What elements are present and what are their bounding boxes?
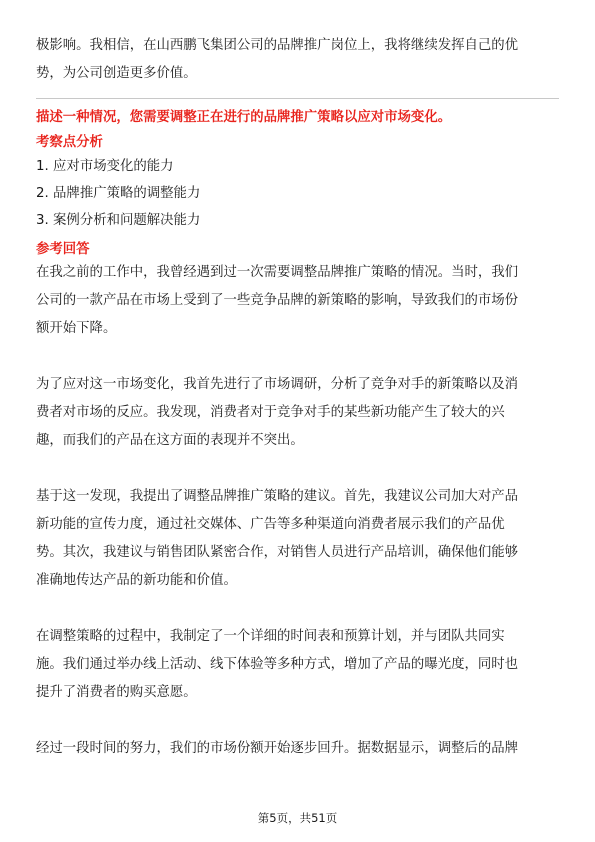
text-line: 费者对市场的反应。我发现，消费者对于竞争对手的某些新功能产生了较大的兴: [36, 405, 505, 420]
text-line: 在调整策略的过程中，我制定了一个详细的时间表和预算计划，并与团队共同实: [36, 629, 505, 644]
analysis-list: [36, 153, 559, 234]
question-heading: 描述一种情况，您需要调整正在进行的品牌推广策略以应对市场变化。: [36, 110, 452, 125]
answer-paragraph: [36, 735, 559, 763]
intro-paragraph: [36, 32, 559, 88]
text-line: 额开始下降。: [36, 321, 117, 336]
text-line: 新功能的宣传力度，通过社交媒体、广告等多种渠道向消费者展示我们的产品优: [36, 517, 505, 532]
page-footer: 第5页，共51页: [257, 811, 338, 825]
text-line: 公司的一款产品在市场上受到了一些竞争品牌的新策略的影响，导致我们的市场份: [36, 293, 519, 308]
text-line: 施。我们通过举办线上活动、线下体验等多种方式，增加了产品的曝光度，同时也: [36, 657, 519, 672]
text-line: 势，为公司创造更多价值。: [36, 66, 197, 81]
text-line: 在我之前的工作中，我曾经遇到过一次需要调整品牌推广策略的情况。当时，我们: [36, 265, 519, 280]
list-item: 2. 品牌推广策略的调整能力: [36, 186, 201, 201]
section-divider: [36, 98, 559, 99]
answer-paragraph: [36, 371, 559, 455]
paragraph-gap: [36, 343, 559, 371]
list-item: 3. 案例分析和问题解决能力: [36, 213, 201, 228]
text-line: 趣，而我们的产品在这方面的表现并不突出。: [36, 433, 304, 448]
paragraph-gap: [36, 455, 559, 483]
text-line: 基于这一发现，我提出了调整品牌推广策略的建议。首先，我建议公司加大对产品: [36, 489, 519, 504]
text-line: 极影响。我相信，在山西鹏飞集团公司的品牌推广岗位上，我将继续发挥自己的优: [36, 38, 519, 53]
text-line: 准确地传达产品的新功能和价值。: [36, 573, 237, 588]
text-line: 经过一段时间的努力，我们的市场份额开始逐步回升。据数据显示，调整后的品牌: [36, 741, 519, 756]
answer-heading: 参考回答: [36, 242, 90, 257]
answer-paragraph: [36, 483, 559, 595]
text-line: 为了应对这一市场变化，我首先进行了市场调研，分析了竞争对手的新策略以及消: [36, 377, 519, 392]
paragraph-gap: [36, 707, 559, 735]
answer-paragraph: [36, 623, 559, 707]
list-item: 1. 应对市场变化的能力: [36, 159, 174, 174]
paragraph-gap: [36, 595, 559, 623]
text-line: 势。其次，我建议与销售团队紧密合作，对销售人员进行产品培训，确保他们能够: [36, 545, 519, 560]
answer-paragraph: [36, 259, 559, 343]
analysis-heading: 考察点分析: [36, 135, 103, 150]
page-content: [36, 32, 559, 763]
text-line: 提升了消费者的购买意愿。: [36, 685, 197, 700]
